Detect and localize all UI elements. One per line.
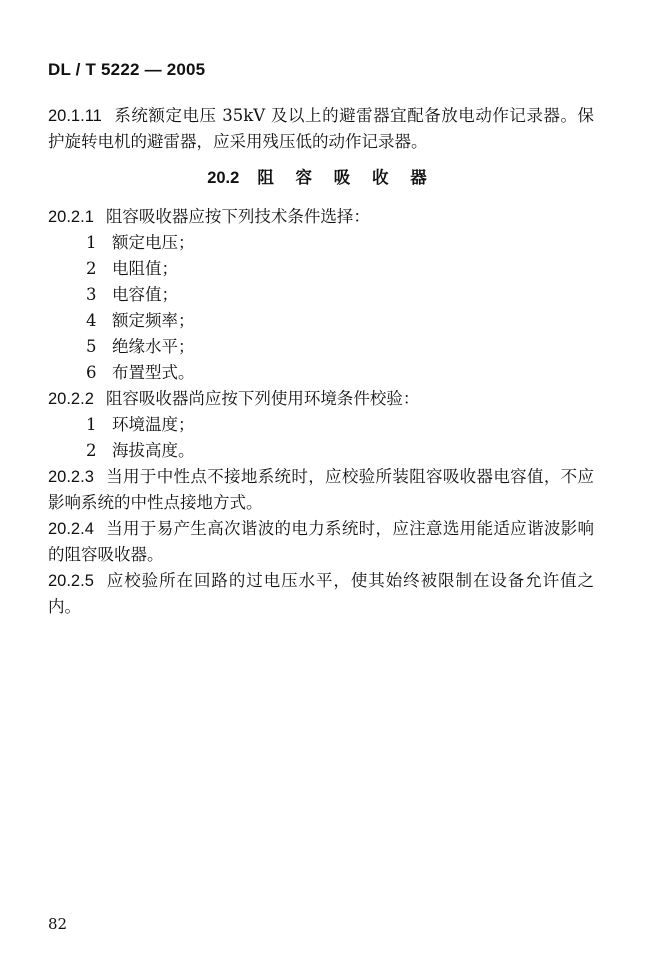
item-number: 2 [86, 259, 97, 278]
item-text: 额定电压； [112, 233, 195, 252]
clause-text: 系统额定电压 35kV 及以上的避雷器宜配备放电动作记录器。保护旋转电机的避雷器，应采用残压低的动作记录器。 [48, 106, 594, 151]
clause-number: 20.2.3 [48, 468, 94, 486]
list-item [48, 438, 594, 464]
list-item [48, 230, 594, 256]
clause-20-2-5 [48, 568, 594, 620]
section-title: 阻 容 吸 收 器 [257, 168, 435, 187]
item-text: 额定频率； [112, 311, 195, 330]
list-item [48, 308, 594, 334]
clause-20-2-4 [48, 516, 594, 568]
list-item [48, 360, 594, 386]
clause-20-1-11 [48, 103, 594, 155]
document-body [48, 103, 594, 620]
item-number: 6 [86, 363, 97, 382]
clause-number: 20.2.2 [48, 390, 94, 408]
section-number: 20.2 [207, 169, 240, 187]
item-number: 3 [86, 285, 97, 304]
page-number: 82 [48, 915, 68, 933]
section-heading [48, 165, 594, 191]
item-number: 5 [86, 337, 97, 356]
clause-20-2-1 [48, 204, 594, 230]
item-text: 绝缘水平； [112, 337, 195, 356]
list-item [48, 412, 594, 438]
standard-code-header: DL / T 5222 — 2005 [48, 60, 206, 79]
item-number: 4 [86, 311, 97, 330]
item-number: 1 [86, 415, 97, 434]
item-text: 电容值； [112, 285, 178, 304]
clause-text: 当用于易产生高次谐波的电力系统时，应注意选用能适应谐波影响的阻容吸收器。 [48, 519, 594, 564]
clause-20-2-3 [48, 464, 594, 516]
clause-20-2-2 [48, 386, 594, 412]
list-item [48, 256, 594, 282]
item-text: 电阻值； [112, 259, 178, 278]
item-number: 2 [86, 441, 97, 460]
list-item [48, 334, 594, 360]
clause-text: 阻容吸收器应按下列技术条件选择： [105, 207, 370, 226]
clause-text: 应校验所在回路的过电压水平，使其始终被限制在设备允许值之内。 [48, 571, 594, 616]
list-item [48, 282, 594, 308]
item-text: 环境温度； [112, 415, 195, 434]
clause-text: 当用于中性点不接地系统时，应校验所装阻容吸收器电容值，不应影响系统的中性点接地方式。 [48, 467, 594, 512]
clause-number: 20.2.5 [48, 572, 94, 590]
clause-number: 20.2.4 [48, 520, 94, 538]
clause-text: 阻容吸收器尚应按下列使用环境条件校验： [105, 389, 420, 408]
item-number: 1 [86, 233, 97, 252]
clause-number: 20.2.1 [48, 208, 94, 226]
item-text: 布置型式。 [112, 363, 195, 382]
item-text: 海拔高度。 [112, 441, 195, 460]
clause-number: 20.1.11 [48, 107, 102, 125]
